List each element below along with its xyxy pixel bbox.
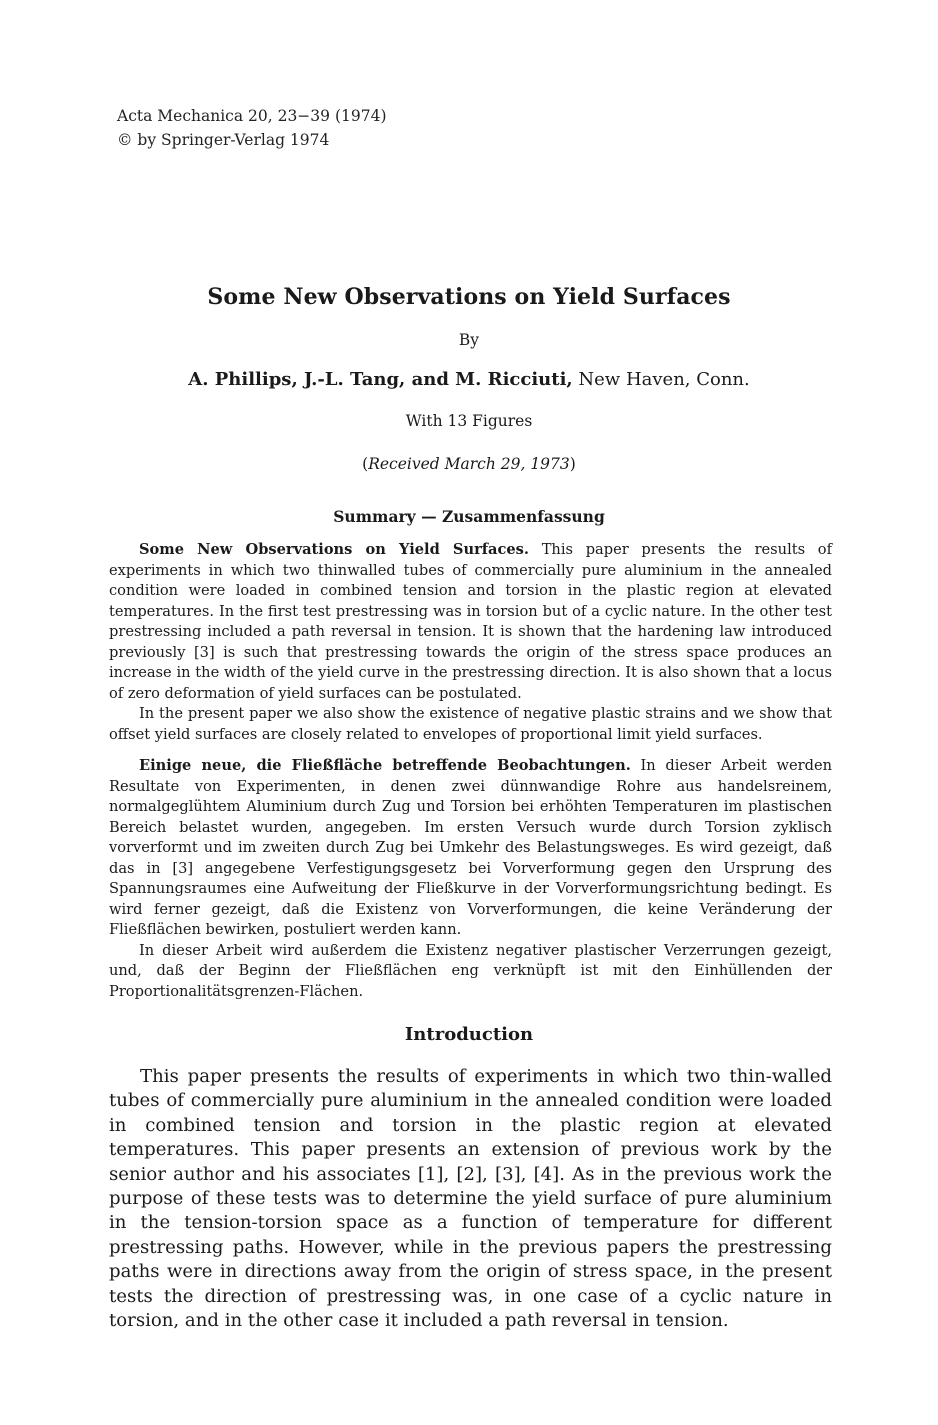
paper-title: Some New Observations on Yield Surfaces	[207, 284, 731, 310]
introduction-heading: Introduction	[404, 1024, 534, 1045]
abstract-en-lead: Some New Observations on Yield Surfaces.	[139, 541, 529, 558]
received-open-paren: (	[362, 455, 369, 473]
abstract-de-lead: Einige neue, die Fließfläche betreffende Beobachtungen.	[139, 757, 631, 774]
abstract-en-body-1: This paper presents the results of experiments in which two thinwalled tubes of commercially pure aluminium in the annealed condition were loaded in combined tension and torsion in the plastic region at elevated temperatures. In the first test prestressing was in torsion but of a cyclic nature. In the other test prestressing included a path reversal in tension. It is shown that the hardening law introduced previously [3] is such that prestressing towards the origin of the stress space produces an increase in the width of the yield curve in the prestressing direction. It is also shown that a locus of zero deformation of yield surfaces can be postulated.	[109, 541, 832, 702]
introduction-body	[109, 1065, 832, 1333]
abstract-de-paragraph-2: In dieser Arbeit wird außerdem die Existenz negativer plastischer Verzerrungen gezeigt, und, daß der Beginn der Fließflächen eng verknüpft ist mit den Einhüllenden der Proportionalitätsgrenzen-Flächen.	[109, 941, 832, 1000]
author-location: New Haven, Conn.	[572, 369, 750, 390]
received-date	[0, 455, 938, 473]
copyright-notice: © by Springer-Verlag 1974	[117, 131, 330, 149]
journal-citation: Acta Mechanica 20, 23−39 (1974)	[117, 107, 387, 125]
abstract-en-paragraph-1	[109, 540, 832, 704]
byline: By	[458, 331, 480, 349]
summary-heading: Summary — Zusammenfassung	[333, 507, 605, 526]
abstract-de-body-1: In dieser Arbeit werden Resultate von Experimenten, in denen zwei dünnwandige Rohre aus handelsreinem, normalgeglühtem Aluminium durch Zug und Torsion bei erhöhten Temperaturen im plastischen Bereich belastet wurden, angegeben. Im ersten Versuch wurde durch Torsion zyklisch vorverformt und im zweiten durch Zug bei Umkehr des Belastungsweges. Es wird gezeigt, daß das in [3] angegebene Verfestigungsgesetz bei Vorverformung gegen den Ursprung des Spannungsraumes eine Aufweitung der Fließkurve in der Vorverformungsrichtung bedingt. Es wird ferner gezeigt, daß die Existenz von Vorverformungen, die keine Veränderung der Fließflächen bewirken, postuliert werden kann.	[109, 757, 832, 938]
abstract-english	[109, 540, 832, 745]
received-text: Received March 29, 1973	[368, 455, 570, 473]
introduction-paragraph-1: This paper presents the results of experiments in which two thin-walled tubes of commercially pure aluminium in the annealed condition were loaded in combined tension and torsion in the plastic region at elevated temperatures. This paper presents an extension of previous work by the senior author and his associates [1], [2], [3], [4]. As in the previous work the purpose of these tests was to determine the yield surface of pure aluminium in the tension-torsion space as a function of temperature for different prestressing paths. However, while in the previous papers the prestressing paths were in directions away from the origin of stress space, in the present tests the direction of prestressing was, in one case of a cyclic nature in torsion, and in the other case it included a path reversal in tension.	[109, 1066, 832, 1332]
abstract-en-paragraph-2: In the present paper we also show the existence of negative plastic strains and we show that offset yield surfaces are closely related to envelopes of proportional limit yield surfaces.	[109, 705, 832, 743]
author-line	[0, 369, 938, 390]
abstract-german	[109, 756, 832, 1002]
abstract-de-paragraph-1	[109, 756, 832, 941]
received-close-paren: )	[569, 455, 576, 473]
journal-header	[117, 104, 387, 152]
author-names: A. Phillips, J.-L. Tang, and M. Ricciuti,	[188, 369, 573, 390]
figures-note: With 13 Figures	[405, 412, 533, 430]
